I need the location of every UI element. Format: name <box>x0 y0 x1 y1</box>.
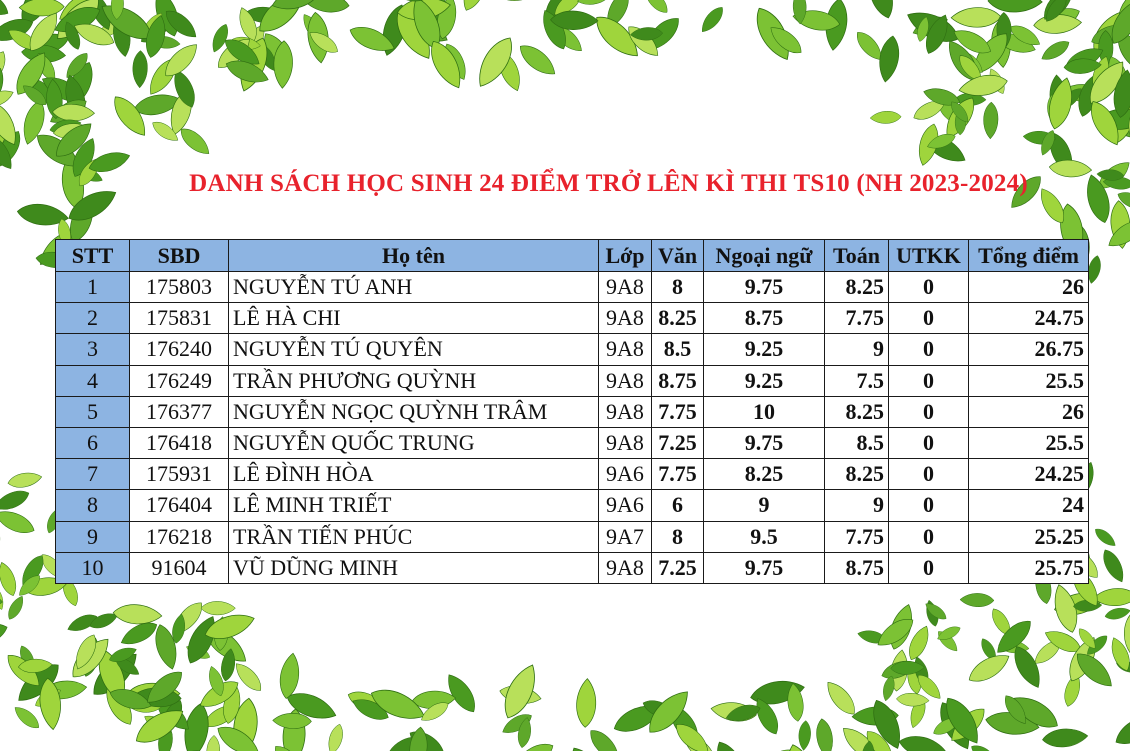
cell-toan: 9 <box>825 490 889 521</box>
cell-ho-ten: LÊ MINH TRIẾT <box>229 490 599 521</box>
cell-toan: 8.75 <box>825 552 889 583</box>
leaf-icon <box>1111 708 1130 750</box>
table-row <box>56 334 1089 365</box>
cell-stt: 1 <box>56 272 130 303</box>
table-row <box>56 521 1089 552</box>
cell-tong-diem: 26 <box>969 396 1089 427</box>
leaf-icon <box>863 0 898 21</box>
leaf-icon <box>1104 606 1130 622</box>
leaf-icon <box>132 51 147 88</box>
cell-sbd: 176249 <box>130 365 229 396</box>
leaf-icon <box>7 470 43 490</box>
cell-ho-ten: NGUYỄN NGỌC QUỲNH TRÂM <box>229 396 599 427</box>
table-row <box>56 552 1089 583</box>
table-row <box>56 396 1089 427</box>
leaf-icon <box>698 3 728 35</box>
leaf-icon <box>277 652 302 700</box>
leaf-icon <box>1042 727 1089 749</box>
header-tong-diem: Tổng điểm <box>969 240 1089 272</box>
cell-ho-ten: NGUYỄN QUỐC TRUNG <box>229 427 599 458</box>
cell-sbd: 91604 <box>130 552 229 583</box>
cell-van: 8 <box>652 521 704 552</box>
cell-ho-ten: LÊ HÀ CHI <box>229 303 599 334</box>
cell-sbd: 175803 <box>130 272 229 303</box>
cell-toan: 8.25 <box>825 396 889 427</box>
cell-utkk: 0 <box>889 552 969 583</box>
cell-utkk: 0 <box>889 365 969 396</box>
cell-ngoai-ngu: 8.75 <box>704 303 825 334</box>
cell-ngoai-ngu: 9.75 <box>704 427 825 458</box>
cell-stt: 2 <box>56 303 130 334</box>
cell-utkk: 0 <box>889 303 969 334</box>
table-row <box>56 272 1089 303</box>
cell-ngoai-ngu: 9 <box>704 490 825 521</box>
leaf-icon <box>113 603 163 625</box>
cell-sbd: 176240 <box>130 334 229 365</box>
leaf-icon <box>0 619 10 651</box>
cell-van: 7.75 <box>652 459 704 490</box>
leaf-icon <box>496 0 544 4</box>
cell-ngoai-ngu: 10 <box>704 396 825 427</box>
cell-utkk: 0 <box>889 334 969 365</box>
leaf-icon <box>983 102 998 139</box>
cell-utkk: 0 <box>889 427 969 458</box>
cell-utkk: 0 <box>889 272 969 303</box>
cell-stt: 5 <box>56 396 130 427</box>
cell-sbd: 176218 <box>130 521 229 552</box>
header-ho-ten: Họ tên <box>229 240 599 272</box>
cell-ho-ten: LÊ ĐÌNH HÒA <box>229 459 599 490</box>
cell-sbd: 175831 <box>130 303 229 334</box>
cell-tong-diem: 24 <box>969 490 1089 521</box>
leaf-icon <box>897 732 948 751</box>
cell-van: 8.75 <box>652 365 704 396</box>
cell-toan: 8.25 <box>825 272 889 303</box>
cell-toan: 8.25 <box>825 459 889 490</box>
cell-utkk: 0 <box>889 490 969 521</box>
cell-tong-diem: 24.25 <box>969 459 1089 490</box>
cell-ho-ten: NGUYỄN TÚ QUYÊN <box>229 334 599 365</box>
cell-ngoai-ngu: 9.5 <box>704 521 825 552</box>
leaf-icon <box>576 0 612 8</box>
cell-ngoai-ngu: 9.75 <box>704 552 825 583</box>
cell-van: 7.25 <box>652 427 704 458</box>
cell-tong-diem: 25.5 <box>969 427 1089 458</box>
leaf-icon <box>968 742 999 751</box>
cell-sbd: 176418 <box>130 427 229 458</box>
leaf-icon <box>5 594 27 622</box>
leaf-icon <box>814 718 835 751</box>
cell-stt: 10 <box>56 552 130 583</box>
header-ngoai-ngu: Ngoại ngữ <box>704 240 825 272</box>
header-lop: Lớp <box>599 240 652 272</box>
leaf-icon <box>206 735 221 751</box>
leaf-icon <box>798 720 812 751</box>
cell-van: 6 <box>652 490 704 521</box>
leaf-icon <box>1039 37 1073 64</box>
cell-utkk: 0 <box>889 396 969 427</box>
cell-lop: 9A8 <box>599 552 652 583</box>
leaf-icon <box>711 737 752 751</box>
leaf-icon <box>0 86 16 110</box>
cell-tong-diem: 25.25 <box>969 521 1089 552</box>
leaf-icon <box>0 506 37 538</box>
table-row <box>56 365 1089 396</box>
cell-van: 8.5 <box>652 334 704 365</box>
leaf-icon <box>0 0 12 21</box>
leaf-icon <box>201 601 235 615</box>
leaf-icon <box>459 0 492 14</box>
cell-lop: 9A8 <box>599 396 652 427</box>
cell-ho-ten: VŨ DŨNG MINH <box>229 552 599 583</box>
cell-lop: 9A7 <box>599 521 652 552</box>
table-header-row <box>56 240 1089 272</box>
cell-ho-ten: TRẦN TIẾN PHÚC <box>229 521 599 552</box>
cell-ngoai-ngu: 9.25 <box>704 365 825 396</box>
cell-van: 7.25 <box>652 552 704 583</box>
leaf-icon <box>822 677 861 719</box>
cell-lop: 9A6 <box>599 459 652 490</box>
page-title: DANH SÁCH HỌC SINH 24 ĐIỂM TRỞ LÊN KÌ THI TS10 (NH 2023-2024) <box>189 170 1028 197</box>
cell-utkk: 0 <box>889 521 969 552</box>
leaf-icon <box>641 0 672 17</box>
cell-sbd: 175931 <box>130 459 229 490</box>
cell-van: 8 <box>652 272 704 303</box>
cell-tong-diem: 24.75 <box>969 303 1089 334</box>
leaf-icon <box>11 703 43 732</box>
cell-ngoai-ngu: 9.25 <box>704 334 825 365</box>
header-van: Văn <box>652 240 704 272</box>
table-row <box>56 459 1089 490</box>
cell-lop: 9A8 <box>599 365 652 396</box>
leaf-icon <box>1099 547 1128 586</box>
header-stt: STT <box>56 240 130 272</box>
cell-toan: 7.75 <box>825 521 889 552</box>
header-toan: Toán <box>825 240 889 272</box>
cell-sbd: 176377 <box>130 396 229 427</box>
cell-lop: 9A8 <box>599 303 652 334</box>
leaf-icon <box>876 34 902 83</box>
cell-ho-ten: TRẦN PHƯƠNG QUỲNH <box>229 365 599 396</box>
leaf-icon <box>515 40 560 81</box>
cell-utkk: 0 <box>889 459 969 490</box>
leaf-icon <box>988 0 1043 13</box>
leaf-icon <box>960 593 994 607</box>
cell-tong-diem: 25.5 <box>969 365 1089 396</box>
cell-sbd: 176404 <box>130 490 229 521</box>
cell-lop: 9A8 <box>599 334 652 365</box>
cell-toan: 9 <box>825 334 889 365</box>
leaf-icon <box>325 723 345 751</box>
header-sbd: SBD <box>130 240 229 272</box>
cell-stt: 4 <box>56 365 130 396</box>
cell-lop: 9A8 <box>599 272 652 303</box>
cell-stt: 7 <box>56 459 130 490</box>
cell-toan: 7.75 <box>825 303 889 334</box>
leaf-icon <box>0 486 32 514</box>
cell-van: 8.25 <box>652 303 704 334</box>
leaf-icon <box>176 124 213 159</box>
cell-tong-diem: 25.75 <box>969 552 1089 583</box>
cell-tong-diem: 26 <box>969 272 1089 303</box>
results-table <box>55 239 1089 584</box>
cell-toan: 8.5 <box>825 427 889 458</box>
leaf-icon <box>1092 525 1118 549</box>
leaf-icon <box>576 678 597 728</box>
cell-tong-diem: 26.75 <box>969 334 1089 365</box>
cell-lop: 9A8 <box>599 427 652 458</box>
header-utkk: UTKK <box>889 240 969 272</box>
leaf-icon <box>195 0 257 4</box>
cell-ngoai-ngu: 8.25 <box>704 459 825 490</box>
cell-toan: 7.5 <box>825 365 889 396</box>
cell-ngoai-ngu: 9.75 <box>704 272 825 303</box>
leaf-icon <box>951 7 1001 27</box>
table-row <box>56 427 1089 458</box>
cell-stt: 6 <box>56 427 130 458</box>
cell-van: 7.75 <box>652 396 704 427</box>
cell-lop: 9A6 <box>599 490 652 521</box>
leaf-icon <box>870 111 902 125</box>
table-row <box>56 303 1089 334</box>
cell-stt: 8 <box>56 490 130 521</box>
leaf-icon <box>0 560 20 598</box>
cell-stt: 9 <box>56 521 130 552</box>
table-row <box>56 490 1089 521</box>
cell-ho-ten: NGUYỄN TÚ ANH <box>229 272 599 303</box>
cell-stt: 3 <box>56 334 130 365</box>
